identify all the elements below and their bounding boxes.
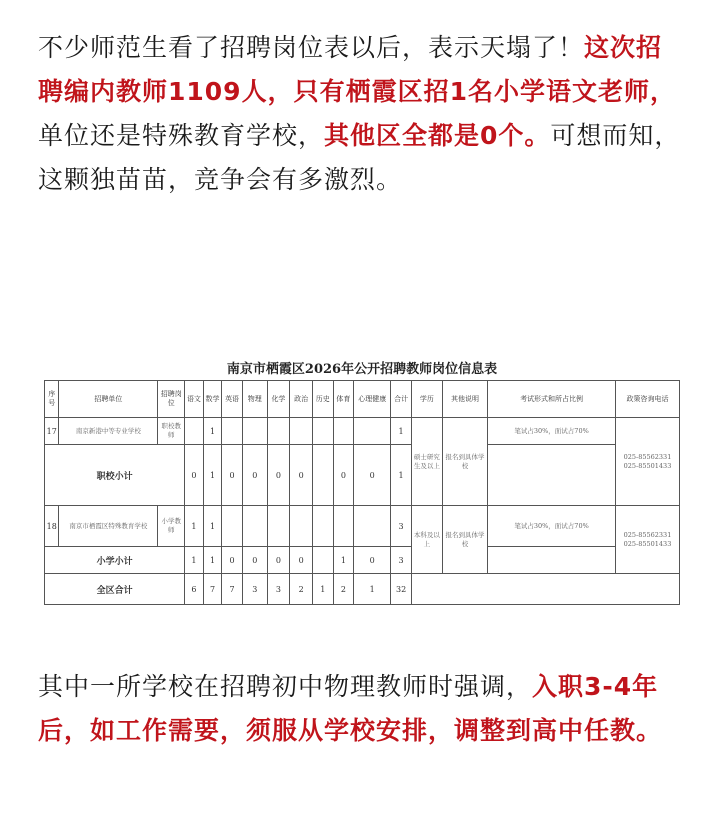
math-count: 1 xyxy=(203,418,222,445)
subtotal-cell xyxy=(312,547,333,574)
subtotal-cell: 0 xyxy=(222,445,243,506)
phone-cell xyxy=(615,506,679,574)
header-cell: 语文 xyxy=(185,381,204,418)
intro-sentence-1: 不少师范生看了招聘岗位表以后，表示天塌了！ xyxy=(38,33,585,62)
subtotal-cell: 0 xyxy=(185,445,204,506)
post-name: 小学教师 xyxy=(158,506,185,547)
header-cell: 政策咨询电话 xyxy=(615,381,679,418)
other-notes: 报名到具体学校 xyxy=(442,506,487,574)
header-cell: 招聘单位 xyxy=(59,381,158,418)
total-cell: 3 xyxy=(242,574,267,605)
row-total: 3 xyxy=(391,506,412,547)
total-cell: 7 xyxy=(222,574,243,605)
header-cell: 英语 xyxy=(222,381,243,418)
phone-number: 025-85501433 xyxy=(623,539,672,548)
intro-paragraph xyxy=(38,26,688,202)
subtotal-row xyxy=(45,547,680,574)
subtotal-cell: 1 xyxy=(333,547,354,574)
subtotal-cell: 1 xyxy=(203,547,222,574)
subtotal-cell: 0 xyxy=(242,547,267,574)
row-total: 1 xyxy=(391,418,412,445)
phone-cell xyxy=(615,418,679,506)
row-number: 18 xyxy=(45,506,59,547)
table-row xyxy=(45,418,680,445)
education-requirement: 硕士研究生及以上 xyxy=(411,418,442,506)
highlight-zero-others: 其他区全都是0个。 xyxy=(324,121,551,150)
table-header-row xyxy=(45,381,680,418)
intro-sentence-5: 可想而知，这颗独苗苗，竞争会有多激烈。 xyxy=(38,121,681,194)
header-cell: 序号 xyxy=(45,381,59,418)
grand-total-row xyxy=(45,574,680,605)
total-cell: 1 xyxy=(354,574,391,605)
header-cell: 体育 xyxy=(333,381,354,418)
closing-sentence-1: 其中一所学校在招聘初中物理教师时强调， xyxy=(38,672,533,701)
highlight-transfer-requirement: 入职3-4年后，如工作需要，须服从学校安排，调整到高中任教。 xyxy=(38,672,663,745)
subtotal-cell: 0 xyxy=(290,445,313,506)
subtotal-cell: 0 xyxy=(242,445,267,506)
other-notes: 报名到具体学校 xyxy=(442,418,487,506)
header-cell: 学历 xyxy=(411,381,442,418)
exam-format: 笔试占30%，面试占70% xyxy=(488,418,616,445)
table-row xyxy=(45,506,680,547)
subtotal-cell: 1 xyxy=(391,445,412,506)
education-requirement: 本科及以上 xyxy=(411,506,442,574)
subtotal-label: 职校小计 xyxy=(45,445,185,506)
subtotal-label: 小学小计 xyxy=(45,547,185,574)
row-number: 17 xyxy=(45,418,59,445)
header-cell: 历史 xyxy=(312,381,333,418)
grand-total-label: 全区合计 xyxy=(45,574,185,605)
recruiting-unit: 南京新港中等专业学校 xyxy=(59,418,158,445)
chinese-count: 1 xyxy=(185,506,204,547)
subtotal-cell: 0 xyxy=(267,445,290,506)
math-count: 1 xyxy=(203,506,222,547)
total-cell: 6 xyxy=(185,574,204,605)
subtotal-cell: 0 xyxy=(354,445,391,506)
phone-number: 025-85501433 xyxy=(623,461,672,470)
subtotal-cell: 3 xyxy=(391,547,412,574)
closing-paragraph xyxy=(38,665,688,753)
subtotal-cell: 0 xyxy=(267,547,290,574)
header-cell: 政治 xyxy=(290,381,313,418)
header-cell: 数学 xyxy=(203,381,222,418)
highlight-recruit-count: 这次招聘编内教师1109人，只有栖霞区招1名小学语文老师， xyxy=(38,33,676,106)
total-cell: 7 xyxy=(203,574,222,605)
total-cell: 1 xyxy=(312,574,333,605)
subtotal-cell: 0 xyxy=(354,547,391,574)
subtotal-cell xyxy=(312,445,333,506)
subtotal-cell: 1 xyxy=(203,445,222,506)
header-cell: 考试形式和所占比例 xyxy=(488,381,616,418)
total-cell: 2 xyxy=(333,574,354,605)
phone-number: 025-85562331 xyxy=(623,452,672,461)
table-title: 南京市栖霞区2026年公开招聘教师岗位信息表 xyxy=(226,362,498,377)
recruiting-unit: 南京市栖霞区特殊教育学校 xyxy=(59,506,158,547)
subtotal-row xyxy=(45,445,680,506)
subtotal-cell: 0 xyxy=(290,547,313,574)
subtotal-cell: 0 xyxy=(222,547,243,574)
phone-number: 025-85562331 xyxy=(623,530,672,539)
total-cell: 32 xyxy=(391,574,412,605)
header-cell: 合计 xyxy=(391,381,412,418)
header-cell: 招聘岗位 xyxy=(158,381,185,418)
recruitment-table-image xyxy=(44,360,680,605)
total-cell: 3 xyxy=(267,574,290,605)
header-cell: 物理 xyxy=(242,381,267,418)
total-cell: 2 xyxy=(290,574,313,605)
intro-sentence-3: 单位还是特殊教育学校， xyxy=(38,121,325,150)
subtotal-cell: 1 xyxy=(185,547,204,574)
header-cell: 其他说明 xyxy=(442,381,487,418)
header-cell: 心理健康 xyxy=(354,381,391,418)
subtotal-cell: 0 xyxy=(333,445,354,506)
exam-format: 笔试占30%，面试占70% xyxy=(488,506,616,547)
recruitment-table xyxy=(44,380,680,605)
header-cell: 化学 xyxy=(267,381,290,418)
post-name: 职校教师 xyxy=(158,418,185,445)
